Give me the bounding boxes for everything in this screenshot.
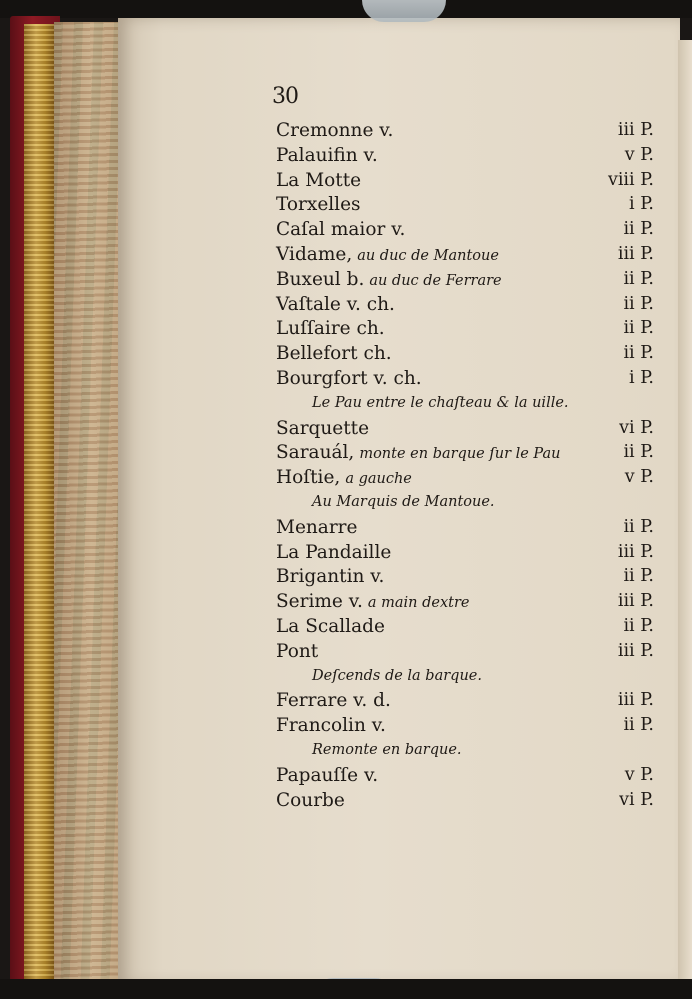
place-name: Menarre bbox=[276, 516, 358, 538]
distance-posts: vi P. bbox=[619, 789, 654, 810]
distance-posts: iii P. bbox=[617, 120, 654, 140]
place-name: Sarauál, bbox=[276, 442, 355, 464]
place-name: Francolin v. bbox=[276, 715, 386, 737]
direction-text: Remonte en barque. bbox=[312, 742, 462, 758]
distance-posts: v P. bbox=[624, 764, 654, 785]
place-name-group bbox=[276, 641, 318, 662]
direction-line bbox=[0, 492, 692, 517]
place-name-group bbox=[276, 591, 470, 612]
itinerary-entry bbox=[0, 120, 692, 145]
place-note: au duc de Ferrare bbox=[369, 272, 502, 289]
page-number: 30 bbox=[272, 84, 298, 109]
place-name-group bbox=[276, 790, 345, 811]
distance-posts: ii P. bbox=[623, 219, 654, 240]
place-name: Torxelles bbox=[276, 194, 361, 216]
place-name-group bbox=[276, 517, 357, 538]
direction-line bbox=[0, 393, 692, 418]
place-name-group bbox=[276, 442, 561, 463]
place-name-group bbox=[276, 765, 378, 786]
direction-line bbox=[0, 740, 692, 765]
place-name-group bbox=[276, 418, 369, 439]
place-name-group bbox=[276, 715, 386, 736]
place-name-group bbox=[276, 690, 391, 711]
place-note: monte en barque ſur le Pau bbox=[359, 446, 561, 463]
itinerary-entry bbox=[0, 318, 692, 343]
itinerary-entry bbox=[0, 616, 692, 641]
distance-posts: viii P. bbox=[607, 169, 654, 190]
place-name: La Scallade bbox=[276, 616, 385, 637]
itinerary-entry bbox=[0, 442, 692, 467]
distance-posts: iii P. bbox=[617, 541, 654, 562]
itinerary-entry bbox=[0, 418, 692, 443]
place-name-group bbox=[276, 120, 393, 141]
direction-text: Deſcends de la barque. bbox=[312, 667, 482, 684]
place-name: Papauſſe v. bbox=[276, 764, 379, 786]
itinerary-entry bbox=[0, 170, 692, 195]
place-note: a gauche bbox=[345, 471, 412, 488]
place-name-group bbox=[276, 219, 405, 240]
place-name: Luſſaire ch. bbox=[276, 318, 385, 340]
itinerary-entry bbox=[0, 467, 692, 492]
place-name: La Motte bbox=[276, 169, 362, 191]
place-name: Ferrare v. d. bbox=[276, 690, 391, 712]
itinerary-entry bbox=[0, 294, 692, 319]
itinerary-entry bbox=[0, 542, 692, 567]
distance-posts: v P. bbox=[624, 144, 654, 165]
place-name-group bbox=[276, 467, 412, 488]
distance-posts: ii P. bbox=[623, 566, 654, 587]
distance-posts: ii P. bbox=[623, 318, 654, 339]
place-name: Courbe bbox=[276, 789, 345, 811]
itinerary-entry bbox=[0, 641, 692, 666]
itinerary-entry bbox=[0, 591, 692, 616]
place-name: Serime v. bbox=[276, 591, 363, 613]
place-name: Buxeul b. bbox=[276, 268, 365, 290]
itinerary-entry bbox=[0, 566, 692, 591]
distance-posts: ii P. bbox=[623, 516, 654, 537]
itinerary-entry bbox=[0, 690, 692, 715]
itinerary-entry bbox=[0, 790, 692, 815]
place-name-group bbox=[276, 194, 361, 215]
direction-text: Le Pau entre le chaſteau & la uille. bbox=[312, 394, 569, 411]
distance-posts: ii P. bbox=[623, 616, 654, 636]
place-note: a main dextre bbox=[367, 595, 470, 612]
itinerary-entry bbox=[0, 194, 692, 219]
place-name: Pont bbox=[276, 640, 319, 662]
place-name-group bbox=[276, 343, 392, 364]
itinerary-entry bbox=[0, 219, 692, 244]
place-name: Cremonne v. bbox=[276, 120, 394, 141]
distance-posts: ii P. bbox=[623, 442, 654, 463]
place-name-group bbox=[276, 145, 378, 166]
distance-posts: iii P. bbox=[617, 640, 654, 661]
itinerary-entry bbox=[0, 343, 692, 368]
place-name-group bbox=[276, 566, 384, 587]
place-name: Vidame, bbox=[276, 244, 353, 265]
place-name-group bbox=[276, 368, 422, 389]
distance-posts: vi P. bbox=[619, 417, 654, 438]
distance-posts: iii P. bbox=[617, 244, 654, 264]
place-name: Vaſtale v. ch. bbox=[276, 293, 395, 315]
distance-posts: v P. bbox=[624, 467, 654, 488]
distance-posts: iii P. bbox=[617, 591, 654, 612]
distance-posts: i P. bbox=[629, 368, 654, 388]
place-name: Caſal maior v. bbox=[276, 219, 406, 241]
place-name-group bbox=[276, 616, 385, 637]
itinerary-entry bbox=[0, 517, 692, 542]
place-note: au duc de Mantoue bbox=[357, 248, 499, 264]
place-name: Hoſtie, bbox=[276, 467, 341, 489]
place-name: Bourgfort v. ch. bbox=[276, 368, 422, 389]
distance-posts: ii P. bbox=[623, 343, 654, 364]
distance-posts: i P. bbox=[629, 194, 654, 215]
itinerary-entry bbox=[0, 244, 692, 269]
distance-posts: ii P. bbox=[623, 715, 654, 736]
place-name-group bbox=[276, 170, 361, 191]
distance-posts: ii P. bbox=[623, 268, 654, 289]
itinerary-entry bbox=[0, 765, 692, 790]
itinerary-entry bbox=[0, 368, 692, 393]
place-name: Palauifin v. bbox=[276, 144, 378, 166]
itinerary-entry bbox=[0, 145, 692, 170]
place-name-group bbox=[276, 244, 499, 265]
distance-posts: ii P. bbox=[623, 293, 654, 314]
distance-posts: iii P. bbox=[617, 690, 654, 711]
place-name-group bbox=[276, 542, 391, 563]
place-name: Sarquette bbox=[276, 417, 370, 439]
direction-line bbox=[0, 666, 692, 691]
place-name-group bbox=[276, 318, 385, 339]
place-name-group bbox=[276, 294, 395, 315]
place-name: Brigantin v. bbox=[276, 566, 385, 588]
place-name: La Pandaille bbox=[276, 541, 392, 563]
place-name-group bbox=[276, 269, 502, 290]
place-name: Bellefort ch. bbox=[276, 343, 392, 365]
itinerary-entry bbox=[0, 269, 692, 294]
itinerary-entry bbox=[0, 715, 692, 740]
direction-text: Au Marquis de Mantoue. bbox=[312, 494, 495, 510]
